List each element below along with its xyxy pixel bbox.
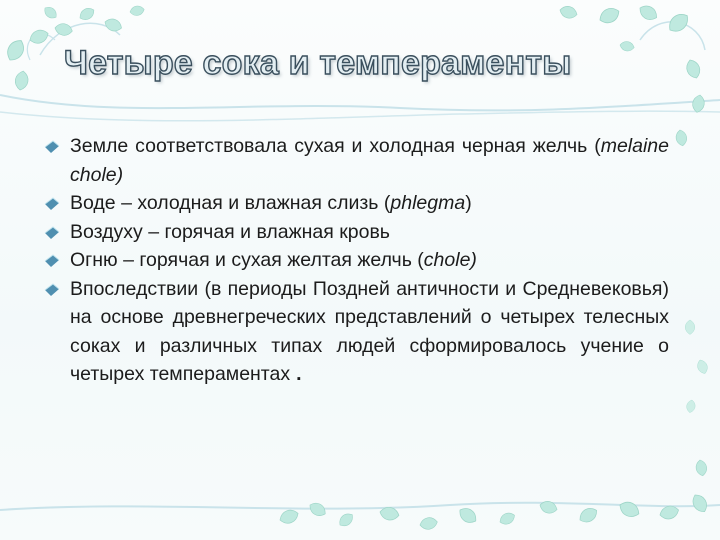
bullet-period: .: [296, 363, 302, 385]
diamond-bullet-icon: [44, 197, 60, 211]
bullet-text: Воде – холодная и влажная слизь (: [70, 192, 391, 214]
bullet-text: Впоследствии (в периоды Поздней античности и Средневековья) на основе древнегреческих представлений о четырех телесных соках и различных типах людей сформировалось учение о четырех темпераментах: [70, 277, 669, 385]
diamond-bullet-icon: [44, 283, 60, 297]
bullet-text: Воздуху – горячая и влажная кровь: [70, 220, 390, 243]
bullet-item-5: [44, 275, 669, 389]
bullet-text: Земле соответствовала сухая и холодная черная желчь (: [70, 135, 601, 157]
bullet-text: ): [465, 192, 472, 214]
bullet-list: [44, 132, 669, 389]
bullet-text: Огню – горячая и сухая желтая желчь (: [70, 249, 424, 271]
bullet-item-1: [44, 132, 669, 189]
bullet-item-2: [44, 189, 669, 218]
diamond-bullet-icon: [44, 226, 60, 240]
bullet-item-4: [44, 246, 669, 275]
bullet-item-3: [44, 218, 669, 247]
diamond-bullet-icon: [44, 254, 60, 268]
diamond-bullet-icon: [44, 140, 60, 154]
bullet-latin-term: melaine chole): [70, 135, 669, 186]
slide-title: Четыре сока и темпераменты: [64, 44, 572, 82]
bullet-latin-term: phlegma: [390, 192, 466, 214]
bullet-latin-term: chole): [423, 249, 477, 271]
